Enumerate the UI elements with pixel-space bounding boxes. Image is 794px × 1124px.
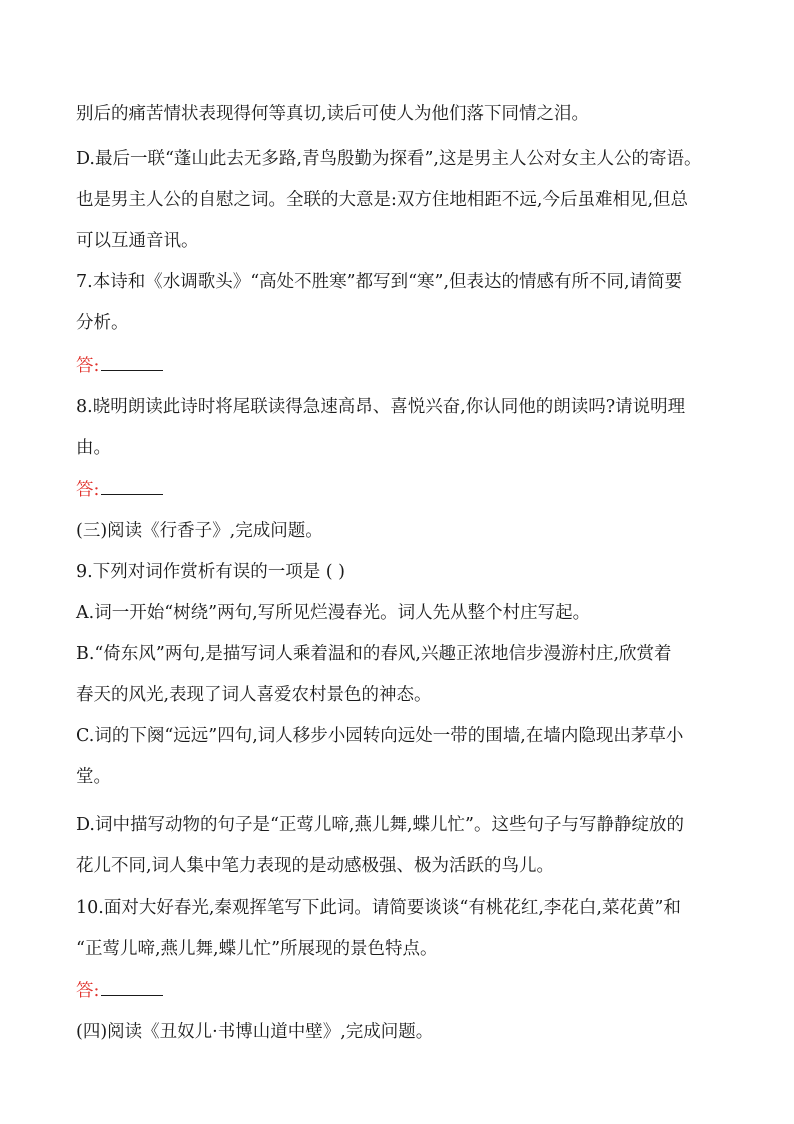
option-c-line-1: C.词的下阕“远远”四句,词人移步小园转向远处一带的围墙,在墙内隐现出茅草小	[76, 726, 684, 746]
answer-10	[76, 979, 163, 1003]
option-d2-line-1: D.词中描写动物的句子是“正莺儿啼,燕儿舞,蝶儿忙”。这些句子与写静静绽放的	[76, 815, 684, 835]
answer-blank[interactable]	[101, 981, 163, 996]
option-b-line-1: B.“倚东风”两句,是描写词人乘着温和的春风,兴趣正浓地信步漫游村庄,欣赏着	[76, 644, 672, 664]
option-d-line-1: D.最后一联“蓬山此去无多路,青鸟殷勤为探看”,这是男主人公对女主人公的寄语。	[76, 149, 702, 169]
option-c-line-2: 堂。	[76, 767, 111, 787]
question-8-line-1: 8.晓明朗读此诗时将尾联读得急速高昂、喜悦兴奋,你认同他的朗读吗?请说明理	[76, 397, 686, 417]
answer-label: 答:	[76, 356, 100, 376]
option-d-line-2: 也是男主人公的自慰之词。全联的大意是:双方住地相距不远,今后虽难相见,但总	[76, 190, 689, 210]
question-7-line-1: 7.本诗和《水调歌头》“高处不胜寒”都写到“寒”,但表达的情感有所不同,请简要	[76, 272, 683, 292]
answer-label: 答:	[76, 981, 100, 1001]
answer-blank[interactable]	[101, 480, 163, 495]
answer-label: 答:	[76, 480, 100, 500]
text-line: 别后的痛苦情状表现得何等真切,读后可使人为他们落下同情之泪。	[76, 104, 590, 124]
option-d-line-3: 可以互通音讯。	[76, 231, 199, 251]
section-4-heading: (四)阅读《丑奴儿·书博山道中壁》,完成问题。	[76, 1022, 434, 1042]
question-8-line-2: 由。	[76, 438, 111, 458]
option-a: A.词一开始“树绕”两句,写所见烂漫春光。词人先从整个村庄写起。	[76, 603, 591, 623]
answer-7	[76, 354, 163, 378]
option-d2-line-2: 花儿不同,词人集中笔力表现的是动感极强、极为活跃的鸟儿。	[76, 856, 555, 876]
question-9: 9.下列对词作赏析有误的一项是 ( )	[76, 562, 345, 582]
question-7-line-2: 分析。	[76, 313, 129, 333]
answer-blank[interactable]	[101, 356, 163, 371]
answer-8	[76, 478, 163, 502]
section-3-heading: (三)阅读《行香子》,完成问题。	[76, 521, 323, 541]
question-10-line-2: “正莺儿啼,燕儿舞,蝶儿忙”所展现的景色特点。	[76, 939, 438, 959]
question-10-line-1: 10.面对大好春光,秦观挥笔写下此词。请简要谈谈“有桃花红,李花白,菜花黄”和	[76, 898, 681, 918]
option-b-line-2: 春天的风光,表现了词人喜爱农村景色的神态。	[76, 685, 432, 705]
